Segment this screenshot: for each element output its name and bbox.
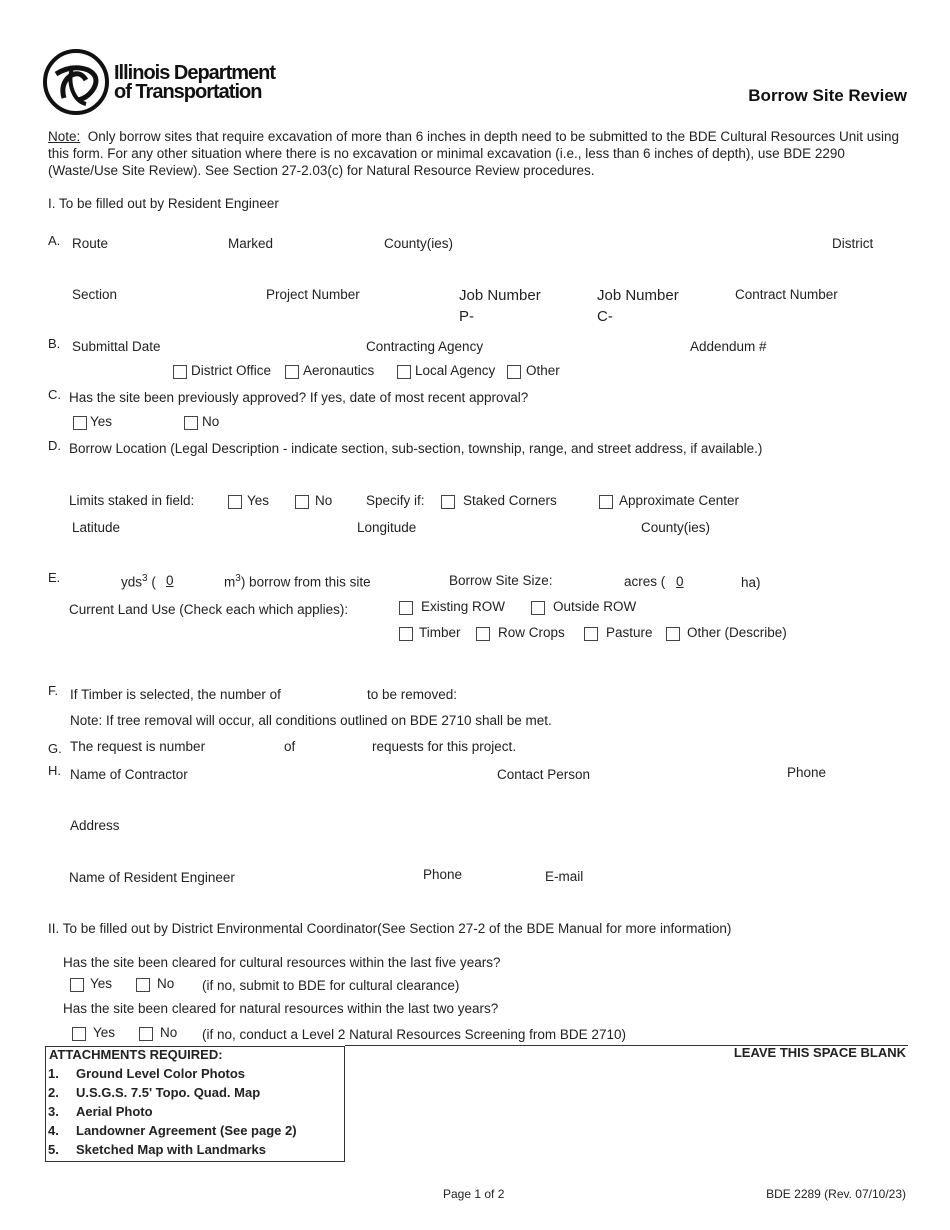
existing-row-checkbox[interactable] bbox=[399, 601, 413, 615]
district-office-checkbox[interactable] bbox=[173, 365, 187, 379]
cultural-no-label: No bbox=[157, 976, 175, 991]
m3-unit bbox=[224, 573, 371, 590]
longitude-label: Longitude bbox=[357, 520, 417, 535]
m-label: m bbox=[224, 574, 236, 590]
staked-corners-checkbox[interactable] bbox=[441, 495, 455, 509]
job-number-p-value[interactable]: P- bbox=[459, 308, 474, 325]
part2-heading: II. To be filled out by District Environmental Coordinator(See Section 27-2 of the BDE Manual for more information) bbox=[48, 921, 732, 936]
other-land-use-checkbox[interactable] bbox=[666, 627, 680, 641]
resident-engineer-label: Name of Resident Engineer bbox=[69, 870, 235, 885]
attachment-item bbox=[48, 1066, 245, 1081]
cultural-no-checkbox[interactable] bbox=[136, 978, 150, 992]
m-exponent: 3 bbox=[235, 573, 241, 584]
contracting-agency-label: Contracting Agency bbox=[366, 339, 484, 354]
paren-open: ( bbox=[151, 574, 156, 590]
previously-approved-no-checkbox[interactable] bbox=[184, 416, 198, 430]
district-label: District bbox=[832, 236, 874, 251]
attachment-item bbox=[48, 1142, 266, 1157]
resident-engineer-phone-label: Phone bbox=[423, 867, 463, 882]
previously-approved-yes-checkbox[interactable] bbox=[73, 416, 87, 430]
other-agency-checkbox[interactable] bbox=[507, 365, 521, 379]
attachment-number: 1. bbox=[48, 1066, 59, 1081]
limits-staked-label: Limits staked in field: bbox=[69, 493, 195, 508]
limits-staked-yes-label: Yes bbox=[247, 493, 270, 508]
natural-yes-checkbox[interactable] bbox=[72, 1027, 86, 1041]
attachment-number: 5. bbox=[48, 1142, 59, 1157]
requests-for-project-label: requests for this project. bbox=[372, 739, 517, 754]
borrow-county-label: County(ies) bbox=[641, 520, 711, 535]
attachments-heading: ATTACHMENTS REQUIRED: bbox=[49, 1047, 223, 1062]
timber-checkbox[interactable] bbox=[399, 627, 413, 641]
acres-label: acres ( bbox=[624, 574, 666, 589]
latitude-label: Latitude bbox=[72, 520, 121, 535]
timber-number-label: If Timber is selected, the number of bbox=[70, 687, 281, 702]
attachment-label: U.S.G.S. 7.5' Topo. Quad. Map bbox=[76, 1085, 261, 1100]
intro-note bbox=[48, 128, 908, 179]
limits-staked-yes-checkbox[interactable] bbox=[228, 495, 242, 509]
local-agency-checkbox[interactable] bbox=[397, 365, 411, 379]
email-label: E-mail bbox=[545, 869, 584, 884]
request-number-label: The request is number bbox=[70, 739, 206, 754]
route-label: Route bbox=[72, 236, 109, 251]
pasture-label: Pasture bbox=[606, 625, 653, 640]
attachment-label: Aerial Photo bbox=[76, 1104, 153, 1119]
ha-label: ha) bbox=[741, 575, 761, 590]
logo-text bbox=[114, 64, 275, 102]
previously-approved-yes-label: Yes bbox=[90, 414, 113, 429]
cultural-yes-label: Yes bbox=[90, 976, 113, 991]
request-of-label: of bbox=[284, 739, 296, 754]
job-number-c-label: Job Number bbox=[597, 287, 679, 304]
page-number: Page 1 of 2 bbox=[443, 1187, 505, 1201]
borrow-location-label: Borrow Location (Legal Description - indicate section, sub-section, township, range, and street address, if available.) bbox=[69, 441, 763, 456]
previously-approved-no-label: No bbox=[202, 414, 220, 429]
contractor-name-label: Name of Contractor bbox=[70, 767, 188, 782]
m3-value-field[interactable]: 0 bbox=[166, 573, 174, 588]
approx-center-checkbox[interactable] bbox=[599, 495, 613, 509]
section-f-letter: F. bbox=[48, 683, 59, 698]
natural-yes-label: Yes bbox=[93, 1025, 116, 1040]
leave-space-blank-label: LEAVE THIS SPACE BLANK bbox=[733, 1045, 906, 1060]
attachment-number: 2. bbox=[48, 1085, 59, 1100]
section-d-letter: D. bbox=[48, 438, 61, 453]
logo-line-2: of Transportation bbox=[114, 81, 262, 103]
borrow-site-size-label: Borrow Site Size: bbox=[449, 573, 553, 588]
aeronautics-checkbox[interactable] bbox=[285, 365, 299, 379]
yds-unit bbox=[121, 573, 156, 590]
note-prefix: Note: bbox=[48, 129, 81, 144]
row-crops-checkbox[interactable] bbox=[476, 627, 490, 641]
attachment-label: Ground Level Color Photos bbox=[76, 1066, 246, 1081]
part1-heading: I. To be filled out by Resident Engineer bbox=[48, 196, 279, 211]
attachment-item bbox=[48, 1085, 260, 1100]
other-agency-label: Other bbox=[526, 363, 560, 378]
county-label: County(ies) bbox=[384, 236, 454, 251]
section-b-letter: B. bbox=[48, 336, 61, 351]
tree-removal-note: Note: If tree removal will occur, all conditions outlined on BDE 2710 shall be met. bbox=[70, 713, 552, 728]
marked-label: Marked bbox=[228, 236, 274, 251]
note-text: Only borrow sites that require excavation of more than 6 inches in depth need to be submitted to the BDE Cultural Resources Unit using this form. For any other situation where there is no excavation or minimal excavation (i.e., less than 6 inches of depth), use BDE 2290 (Waste/Use Site Review). See Section 27-2.03(c) for Natural Resource Review procedures. bbox=[48, 129, 899, 178]
cultural-question: Has the site been cleared for cultural resources within the last five years? bbox=[63, 955, 501, 970]
cultural-note: (if no, submit to BDE for cultural clearance) bbox=[202, 978, 460, 993]
section-e-letter: E. bbox=[48, 570, 61, 585]
specify-if-label: Specify if: bbox=[366, 493, 425, 508]
idot-logo bbox=[42, 48, 110, 119]
natural-no-checkbox[interactable] bbox=[139, 1027, 153, 1041]
contractor-phone-label: Phone bbox=[787, 765, 827, 780]
cultural-yes-checkbox[interactable] bbox=[70, 978, 84, 992]
timber-label: Timber bbox=[419, 625, 461, 640]
outside-row-label: Outside ROW bbox=[553, 599, 637, 614]
attachment-number: 3. bbox=[48, 1104, 59, 1119]
staked-corners-label: Staked Corners bbox=[463, 493, 557, 508]
outside-row-checkbox[interactable] bbox=[531, 601, 545, 615]
natural-note: (if no, conduct a Level 2 Natural Resources Screening from BDE 2710) bbox=[202, 1027, 626, 1042]
borrow-from-site-label: ) borrow from this site bbox=[240, 574, 371, 590]
section-label: Section bbox=[72, 287, 118, 302]
contact-person-label: Contact Person bbox=[497, 767, 591, 782]
address-label: Address bbox=[70, 818, 120, 833]
section-g-letter: G. bbox=[48, 741, 62, 756]
natural-no-label: No bbox=[160, 1025, 178, 1040]
approx-center-label: Approximate Center bbox=[619, 493, 740, 508]
logo-line-1: Illinois Department bbox=[114, 62, 276, 84]
natural-question: Has the site been cleared for natural resources within the last two years? bbox=[63, 1001, 499, 1016]
other-land-use-label: Other (Describe) bbox=[687, 625, 787, 640]
aeronautics-label: Aeronautics bbox=[303, 363, 375, 378]
section-h-letter: H. bbox=[48, 763, 61, 778]
form-id: BDE 2289 (Rev. 07/10/23) bbox=[766, 1187, 906, 1201]
contract-number-label: Contract Number bbox=[735, 287, 838, 302]
project-number-label: Project Number bbox=[266, 287, 360, 302]
previously-approved-question: Has the site been previously approved? If yes, date of most recent approval? bbox=[69, 390, 529, 405]
limits-staked-no-checkbox[interactable] bbox=[295, 495, 309, 509]
pasture-checkbox[interactable] bbox=[584, 627, 598, 641]
attachment-label: Landowner Agreement (See page 2) bbox=[76, 1123, 297, 1138]
attachment-label: Sketched Map with Landmarks bbox=[76, 1142, 266, 1157]
ha-value-field[interactable]: 0 bbox=[676, 574, 684, 589]
row-crops-label: Row Crops bbox=[498, 625, 565, 640]
district-office-label: District Office bbox=[191, 363, 272, 378]
existing-row-label: Existing ROW bbox=[421, 599, 506, 614]
job-number-p-label: Job Number bbox=[459, 287, 541, 304]
yds-exponent: 3 bbox=[142, 573, 148, 584]
attachment-item bbox=[48, 1104, 153, 1119]
yds-label: yds bbox=[121, 574, 143, 590]
attachment-item bbox=[48, 1123, 297, 1138]
submittal-date-label: Submittal Date bbox=[72, 339, 161, 354]
form-title: Borrow Site Review bbox=[748, 86, 907, 105]
idot-logo-icon bbox=[42, 48, 110, 116]
attachments-box bbox=[45, 1046, 345, 1162]
attachment-number: 4. bbox=[48, 1123, 59, 1138]
limits-staked-no-label: No bbox=[315, 493, 333, 508]
section-a-letter: A. bbox=[48, 233, 61, 248]
section-c-letter: C. bbox=[48, 387, 61, 402]
addendum-label: Addendum # bbox=[690, 339, 767, 354]
job-number-c-value[interactable]: C- bbox=[597, 308, 613, 325]
local-agency-label: Local Agency bbox=[415, 363, 496, 378]
land-use-label: Current Land Use (Check each which applies): bbox=[69, 602, 349, 617]
to-be-removed-label: to be removed: bbox=[367, 687, 458, 702]
